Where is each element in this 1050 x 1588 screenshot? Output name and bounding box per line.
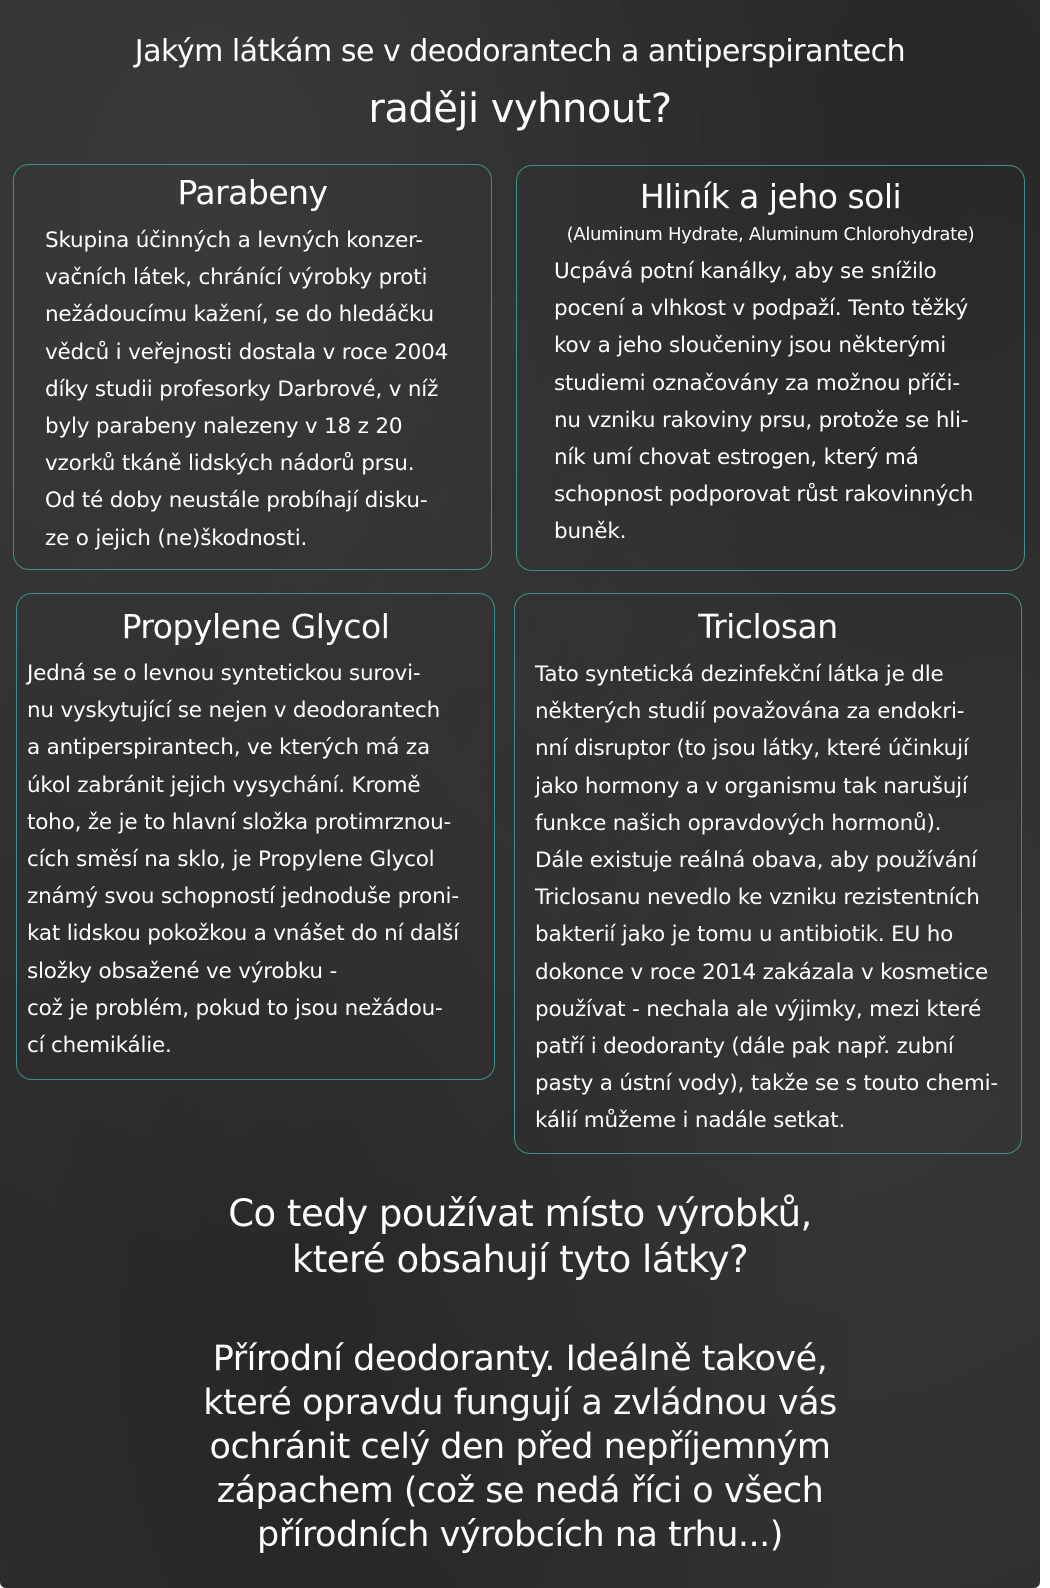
card-parabeny-line: vačních látek, chránící výrobky proti [45, 265, 428, 291]
card-parabeny-line: ze o jejich (ne)škodnosti. [45, 525, 308, 551]
card-triclosan-line: Triclosanu nevedlo ke vzniku rezistentních [535, 885, 980, 911]
card-triclosan-line: nní disruptor (to jsou látky, které účinkují [535, 736, 969, 762]
card-propylene-text [27, 655, 459, 1064]
card-triclosan-line: kálií můžeme i nadále setkat. [535, 1108, 846, 1134]
bottom-answer-line: Přírodní deodoranty. Ideálně takové, [212, 1339, 828, 1379]
card-hlinik-line: Ucpává potní kanálky, aby se snížilo [554, 259, 937, 284]
card-propylene-line: úkol zabránit jejich vysychání. Kromě [27, 772, 421, 798]
card-triclosan-line: dokonce v roce 2014 zakázala v kosmetice [535, 959, 989, 985]
card-triclosan-text [535, 656, 998, 1140]
card-propylene-line: nu vyskytující se nejen v deodorantech [27, 698, 441, 724]
card-triclosan-line: některých studií považována za endokri- [535, 699, 965, 725]
card-propylene-line: cí chemikálie. [27, 1033, 172, 1059]
card-parabeny-line: Od té doby neustále probíhají disku- [45, 488, 428, 514]
card-propylene-line: známý svou schopností jednoduše proni- [27, 884, 459, 910]
bottom-answer-line: které opravdu fungují a zvládnou vás [203, 1383, 837, 1423]
bottom-question-line: které obsahují tyto látky? [291, 1238, 749, 1281]
bottom-answer-line: přírodních výrobcích na trhu...) [257, 1515, 783, 1555]
card-propylene-line: toho, že je to hlavní složka protimrznou- [27, 809, 452, 835]
card-parabeny-line: díky studii profesorky Darbrové, v níž [45, 376, 439, 402]
card-parabeny-line: vzorků tkáně lidských nádorů prsu. [45, 451, 415, 477]
card-triclosan-line: používat - nechala ale výjimky, mezi které [535, 996, 982, 1022]
card-hlinik-line: kov a jeho sloučeniny jsou některými [554, 333, 947, 359]
card-triclosan-line: bakterií jako je tomu u antibiotik. EU ho [535, 922, 954, 948]
card-parabeny-text [45, 222, 448, 557]
card-triclosan-line: jako hormony a v organismu tak narušují [535, 773, 968, 799]
card-parabeny-line: nežádoucímu kažení, se do hledáčku [45, 302, 434, 328]
card-hlinik-line: ník umí chovat estrogen, který má [554, 445, 919, 471]
bottom-question-line: Co tedy používat místo výrobků, [228, 1192, 812, 1235]
header-line-2: raději vyhnout? [368, 86, 672, 132]
card-parabeny-line: byly parabeny nalezeny v 18 z 20 [45, 414, 403, 440]
card-hlinik-line: buněk. [554, 519, 627, 545]
card-propylene-line: složky obsažené ve výrobku - [27, 958, 338, 984]
card-hlinik-subtitle: (Aluminum Hydrate, Aluminum Chlorohydrate) [566, 224, 975, 245]
card-triclosan-title: Triclosan [698, 607, 838, 646]
card-triclosan-line: pasty a ústní vody), takže se s touto chemi- [535, 1071, 998, 1097]
bottom-question [0, 1191, 1040, 1283]
card-hlinik-title: Hliník a jeho soli [639, 177, 902, 216]
bottom-answer [0, 1337, 1040, 1557]
card-hlinik-line: schopnost podporovat růst rakovinných [554, 482, 974, 508]
card-propylene-line: cích směsí na sklo, je Propylene Glycol [27, 847, 435, 873]
card-propylene-line: kat lidskou pokožkou a vnášet do ní další [27, 921, 459, 947]
card-parabeny-line: Skupina účinných a levných konzer- [45, 228, 423, 253]
card-hlinik-line: studiemi označovány za možnou příči- [554, 370, 960, 396]
card-propylene-line: Jedná se o levnou syntetickou surovi- [27, 661, 421, 686]
card-parabeny-line: vědců i veřejnosti dostala v roce 2004 [45, 339, 449, 365]
card-hlinik-line: nu vzniku rakoviny prsu, protože se hli- [554, 407, 969, 433]
card-triclosan-line: funkce našich opravdových hormonů). [535, 810, 942, 836]
header-line-1: Jakým látkám se v deodorantech a antiperspirantech [134, 34, 906, 69]
card-triclosan-line: Dále existuje reálná obava, aby používání [535, 848, 977, 874]
card-parabeny-title: Parabeny [177, 173, 328, 212]
card-triclosan-line: Tato syntetická dezinfekční látka je dle [535, 662, 944, 687]
card-hlinik-text [554, 253, 973, 551]
bottom-answer-line: zápachem (což se nedá říci o všech [216, 1471, 824, 1511]
card-hlinik-line: pocení a vlhkost v podpaží. Tento těžký [554, 296, 968, 322]
card-propylene-line: což je problém, pokud to jsou nežádou- [27, 995, 443, 1021]
card-triclosan-line: patří i deodoranty (dále pak např. zubní [535, 1034, 954, 1060]
card-propylene-title: Propylene Glycol [121, 607, 390, 646]
card-propylene-line: a antiperspirantech, ve kterých má za [27, 735, 430, 761]
bottom-answer-line: ochránit celý den před nepříjemným [209, 1427, 831, 1467]
